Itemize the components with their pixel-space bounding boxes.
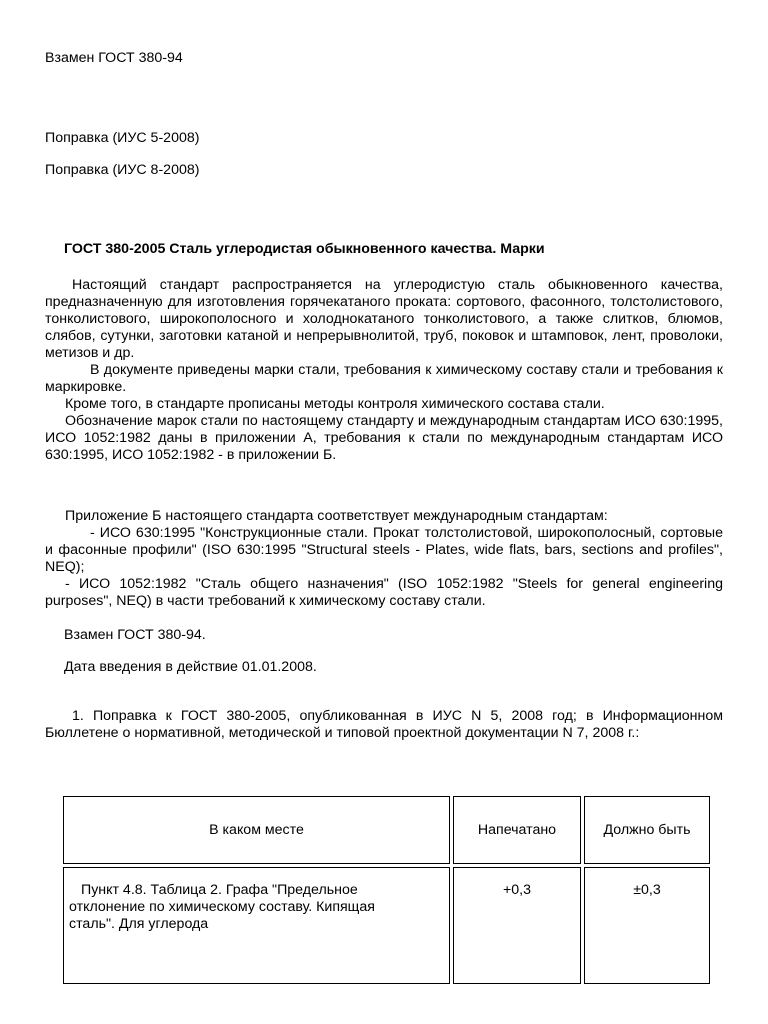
- cell-place-text: Пункт 4.8. Таблица 2. Графа "Предельное отклонение по химическому составу. Кипящая сталь". Для углерода: [69, 882, 375, 932]
- paragraph-designation: Обозначение марок стали по настоящему стандарту и международным стандартам ИСО 630:1995, ИСО 1052:1982 даны в приложении А, требования к стали по международным стандартам ИСО 630:1995, ИСО 1052:1982 - в приложении Б.: [45, 413, 723, 463]
- paragraph-scope: Настоящий стандарт распространяется на углеродистую сталь обыкновенного качества, предназначенную для изготовления горячекатаного проката: сортового, фасонного, толстолистового, тонколистового, широкополосного и холоднокатаного тонколистового, а также слитков, блюмов, слябов, сутунки, заготовки катаной и непрерывнолитой, труб, поковок и штамповок, лент, проволоки, метизов и др.: [45, 277, 723, 361]
- cell-place: [63, 867, 450, 984]
- table-header-row: [63, 796, 710, 864]
- header-should-be: Должно быть: [584, 796, 710, 864]
- amendment-2: Поправка (ИУС 8-2008): [45, 162, 200, 178]
- document-title: ГОСТ 380-2005 Сталь углеродистая обыкновенного качества. Марки: [64, 241, 545, 257]
- correction-note: 1. Поправка к ГОСТ 380-2005, опубликованная в ИУС N 5, 2008 год; в Информационном Бюллетене о нормативной, методической и типовой проектной документации N 7, 2008 г.:: [45, 708, 723, 741]
- replaces-note: Взамен ГОСТ 380-94.: [64, 627, 206, 643]
- table-row: [63, 867, 710, 984]
- header-place: В каком месте: [63, 796, 450, 864]
- effective-date: Дата введения в действие 01.01.2008.: [64, 659, 317, 675]
- appendix-item-1: - ИСО 630:1995 "Конструкционные стали. Прокат толстолистовой, широкополосный, сортовые и фасонные профили" (ISO 630:1995 "Structural steels - Plates, wide flats, bars, sections and profiles", NEQ);: [45, 525, 723, 575]
- appendix-intro: Приложение Б настоящего стандарта соответствует международным стандартам:: [65, 508, 608, 524]
- correction-table: [60, 793, 713, 987]
- cell-should-be: ±0,3: [584, 867, 710, 984]
- cell-printed: +0,3: [453, 867, 581, 984]
- amendment-1: Поправка (ИУС 5-2008): [45, 130, 200, 146]
- paragraph-methods: Кроме того, в стандарте прописаны методы контроля химического состава стали.: [65, 396, 605, 412]
- paragraph-contents: В документе приведены марки стали, требования к химическому составу стали и требования к маркировке.: [45, 362, 723, 395]
- replaces-header: Взамен ГОСТ 380-94: [45, 50, 183, 66]
- appendix-item-2: - ИСО 1052:1982 "Сталь общего назначения" (ISO 1052:1982 "Steels for general engineering purposes", NEQ) в части требований к химическому составу стали.: [45, 576, 723, 609]
- header-printed: Напечатано: [453, 796, 581, 864]
